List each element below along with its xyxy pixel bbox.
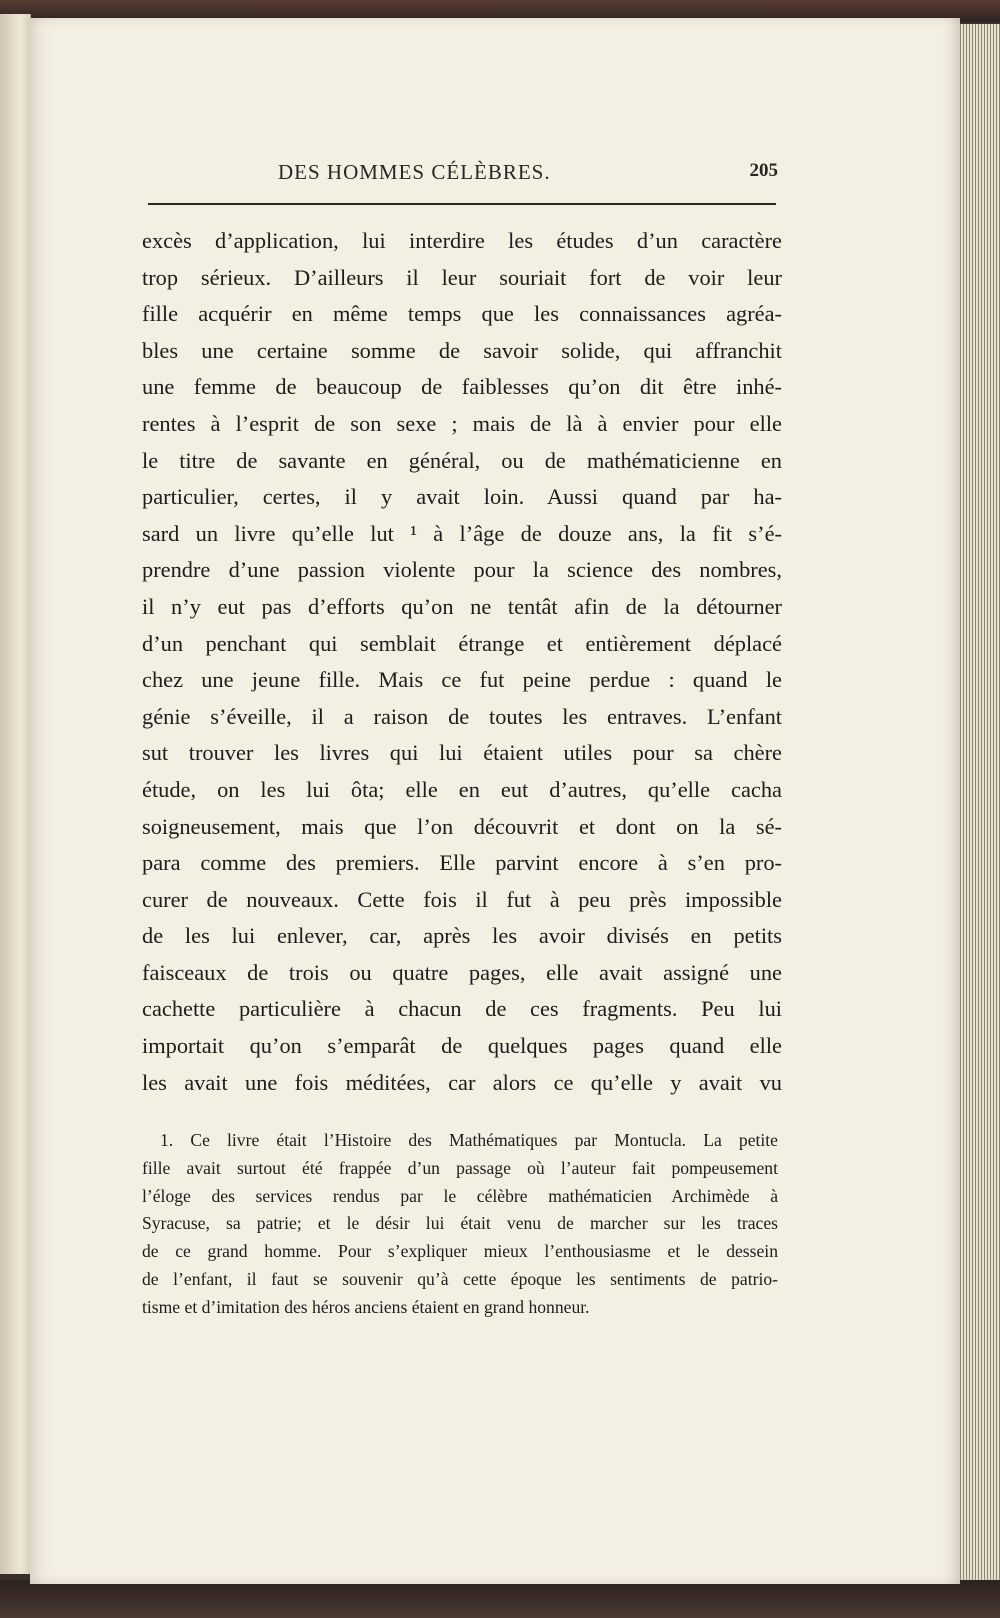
footnote [142,1127,778,1322]
body-line: soigneusement, mais que l’on découvrit et dont on la sé- [142,813,782,839]
body-line: para comme des premiers. Elle parvint encore à s’en pro- [142,850,782,876]
body-line: curer de nouveaux. Cette fois il fut à peu près impossible [142,886,782,912]
body-line: les avait une fois méditées, car alors ce qu’elle y avait vu [142,1069,782,1095]
footnote-line: de l’enfant, il faut se souvenir qu’à cette époque les sentiments de patrio- [142,1268,778,1289]
body-line: chez une jeune fille. Mais ce fut peine perdue : quand le [142,667,782,693]
footnote-line: de ce grand homme. Pour s’expliquer mieux l’enthousiasme et le dessein [142,1241,778,1262]
body-line: génie s’éveille, il a raison de toutes les entraves. L’enfant [142,703,782,729]
body-line: excès d’application, lui interdire les études d’un caractère [142,228,782,253]
body-line: il n’y eut pas d’efforts qu’on ne tentât afin de la détourner [142,593,782,619]
body-line: bles une certaine somme de savoir solide, qui affranchit [142,337,782,363]
page-number: 205 [749,160,778,181]
body-text [142,223,782,1101]
page-stack-edge [958,24,1000,1594]
footnote-line: tisme et d’imitation des héros anciens étaient en grand honneur. [142,1296,590,1317]
left-page-edge [0,14,31,1574]
footnote-line: 1. Ce livre était l’Histoire des Mathématiques par Montucla. La petite [160,1130,778,1150]
body-line: prendre d’une passion violente pour la science des nombres, [142,557,782,583]
body-line: trop sérieux. D’ailleurs il leur souriait fort de voir leur [142,264,782,290]
body-line: d’un penchant qui semblait étrange et entièrement déplacé [142,630,782,656]
body-line: une femme de beaucoup de faiblesses qu’on dit être inhé- [142,374,782,400]
body-line: de les lui enlever, car, après les avoir divisés en petits [142,923,782,949]
body-line: sard un livre qu’elle lut ¹ à l’âge de douze ans, la fit s’é- [142,520,782,546]
body-line: sut trouver les livres qui lui étaient utiles pour sa chère [142,740,782,766]
body-line: étude, on les lui ôta; elle en eut d’autres, qu’elle cacha [142,776,782,802]
body-line: faisceaux de trois ou quatre pages, elle avait assigné une [142,959,782,985]
running-title: DES HOMMES CÉLÈBRES. [278,160,551,184]
body-line: fille acquérir en même temps que les connaissances agréa- [142,301,782,327]
body-line: particulier, certes, il y avait loin. Aussi quand par ha- [142,484,782,510]
header-rule [148,203,776,205]
book-bottom-edge [0,1580,1000,1618]
body-line: cachette particulière à chacun de ces fragments. Peu lui [142,996,782,1022]
running-head [114,160,778,186]
body-line: importait qu’on s’emparât de quelques pages quand elle [142,1033,782,1059]
footnote-line: l’éloge des services rendus par le célèbre mathématicien Archimède à [142,1185,778,1206]
footnote-line: Syracuse, sa patrie; et le désir lui était venu de marcher sur les traces [142,1213,778,1234]
body-line: rentes à l’esprit de son sexe ; mais de là à envier pour elle [142,410,782,436]
footnote-line: fille avait surtout été frappée d’un passage où l’auteur fait pompeusement [142,1157,778,1178]
body-line: le titre de savante en général, ou de mathématicienne en [142,447,782,473]
